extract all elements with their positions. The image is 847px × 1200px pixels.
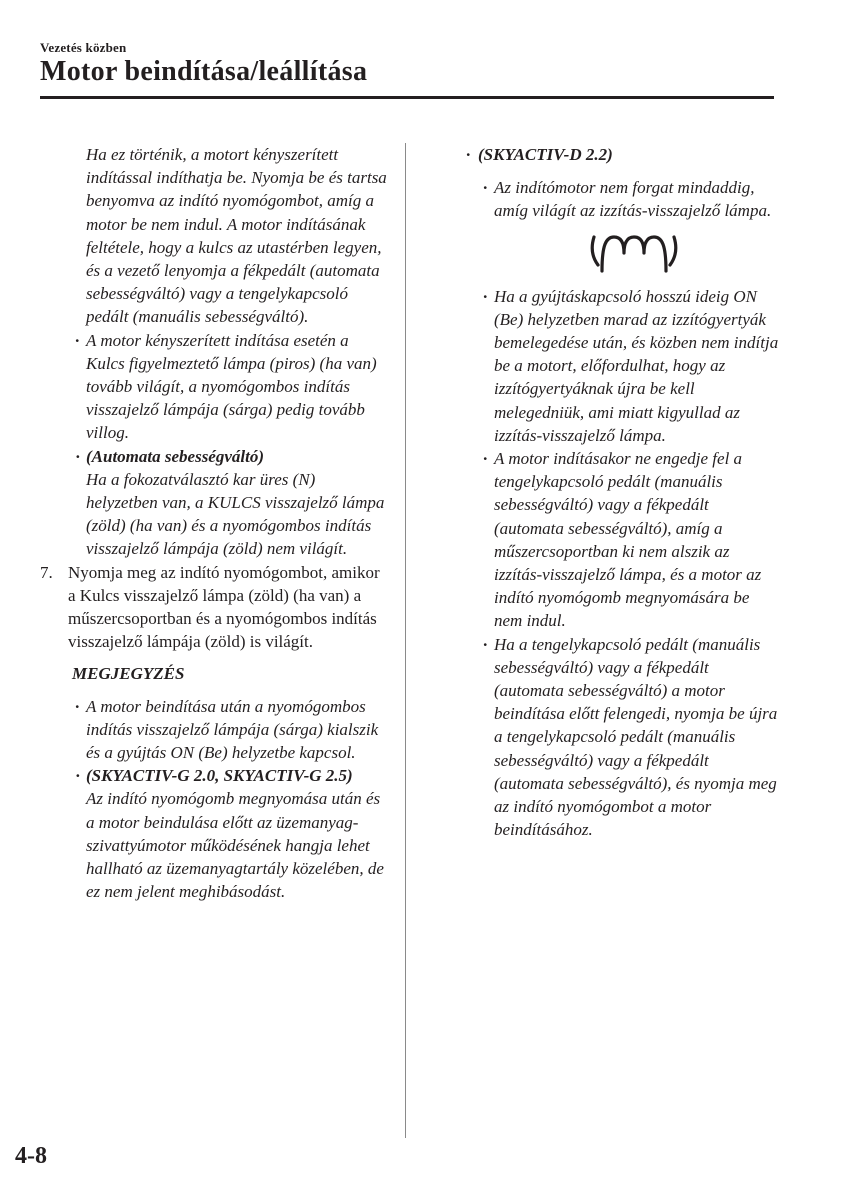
note-heading: MEGJEGYZÉS [72,664,185,684]
page-title: Motor beindítása/leállítása [40,56,368,87]
page-number: 4-8 [15,1143,47,1169]
left-column [40,143,390,904]
step-number: 7. [40,562,53,582]
bullet-automatic-text: Ha a fokozatválasztó kar üres (N) helyzetben van, a KULCS visszajelző lámpa (zöld) (ha van) és a nyomógombos indítás visszajelző lámpája (zöld) nem világít. [86,469,385,559]
note-bullet-indicator: · A motor beindítása után a nyomógombos indítás visszajelző lámpája (sárga) kialszik és a gyújtás ON (Be) helyzetbe kapcsol. [40,695,390,765]
glow-plug-indicator [460,231,780,275]
right-column [460,143,780,841]
title-rule [40,96,774,99]
note-bullet-skyactiv-g [40,764,390,903]
step-7 [40,561,390,654]
note-skyactiv-g-title: · (SKYACTIV-G 2.0, SKYACTIV-G 2.5) [86,766,353,786]
note-skyactiv-g-text: Az indító nyomógomb megnyomása után és a motor beindulása előtt az üzemanyag-szivattyúmotor működésének hangja lehet hallható az üzemanyagtartály közelében, de ez nem jelent meghibásodást. [86,789,384,902]
bullet-automatic [40,445,390,561]
bullet-key-warning: · A motor kényszerített indítása esetén a Kulcs figyelmeztető lámpa (piros) (ha van) tovább világít, a nyomógombos indítás visszajelző lámpája (sárga) pedig tovább villog. [40,329,390,445]
step-text: Nyomja meg az indító nyomógombot, amikor a Kulcs visszajelző lámpa (zöld) (ha van) a műszercsoportban és a nyomógombos indítás visszajelző lámpája (zöld) is világít. [68,562,380,652]
forced-start-paragraph: Ha ez történik, a motort kényszerített indítással indíthatja be. Nyomja be és tartsa benyomva az indító nyomógombot, amíg a motor be nem indul. A motor indításának feltétele, hogy a kulcs az utastérben legyen, és a vezető lenyomja a fékpedált (automata sebességváltó) vagy a tengelykapcsoló pedált (manuális sebességváltó). [86,145,387,327]
bullet-starter-motor: · Az indítómotor nem forgat mindaddig, amíg világít az izzítás-visszajelző lámpa. [460,176,780,222]
bullet-do-not-release: · A motor indításakor ne engedje fel a tengelykapcsoló pedált (manuális sebességváltó) vagy a fékpedált (automata sebességváltó), amíg a műszercsoportban ki nem alszik az izzítás-visszajelző lámpa, és a motor az indító nyomógomb megnyomására be nem indul. [460,447,780,633]
bullet-released-before: · Ha a tengelykapcsoló pedált (manuális sebességváltó) vagy a fékpedált (automata sebességváltó) a motor beindítása előtt felengedi, nyomja be újra a tengelykapcsoló pedált (manuális sebességváltó) vagy a fékpedált (automata sebességváltó), és nyomja meg az indító nyomógombot a motor beindításához. [460,633,780,842]
column-divider [405,143,406,1138]
section-label: Vezetés közben [40,40,127,55]
bullet-automatic-title: · (Automata sebességváltó) [86,446,265,466]
skyactiv-d-heading: · (SKYACTIV-D 2.2) [460,143,780,166]
bullet-ignition-long: · Ha a gyújtáskapcsoló hosszú ideig ON (Be) helyzetben marad az izzítógyertyák bemelegedése után, és közben nem indítja be a motort, előfordulhat, hogy az izzítógyertyáknak újra be kell melegedniük, ami miatt kigyullad az izzítás-visszajelző lámpa. [460,285,780,447]
glow-plug-indicator-icon [588,231,680,275]
